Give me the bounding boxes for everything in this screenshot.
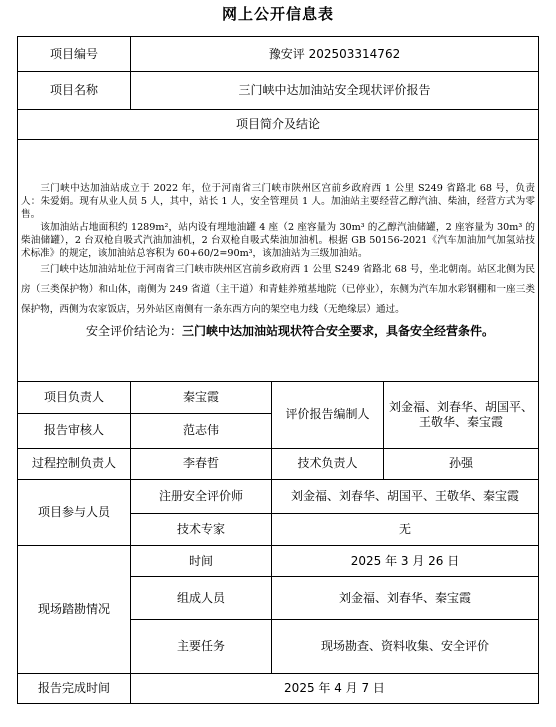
row-summary-heading [18,109,539,139]
conclusion-prefix: 安全评价结论为： [85,324,182,338]
leader-label: 项目负责人 [18,381,131,413]
tech-label: 技术负责人 [272,448,384,479]
leader-value: 秦宝霞 [131,381,272,413]
expert-value: 无 [272,514,539,545]
survey-time-value: 2025 年 3 月 26 日 [272,545,539,576]
summary-paragraph-1: 三门峡中达加油站成立于 2022 年，位于河南省三门峡市陕州区宫前乡政府西 1 公里 S249 省路北 68 号，负责人：朱爱娟。现有从业人员 5 人，其中，站长 1 人，安全管理员 1 人。加油站主要经营乙醇汽油、柴油，经营方式为零售。 [21,183,535,220]
row-leader [18,381,539,413]
project-number-value: 豫安评 202503314762 [131,37,539,72]
row-survey-time [18,545,539,576]
process-value: 李春哲 [131,448,272,479]
row-project-number [18,37,539,72]
summary-paragraph-3: 三门峡中达加油站址位于河南省三门峡市陕州区宫前乡政府西 1 公里 S249 省路北 68 号，坐北朝南。站区北侧为民房（三类保护物）和山体，南侧为 249 省道（主干道）和青蛙养殖基地院（已停业），东侧为汽车加水彩钢棚和一座三类保护物，西侧为农家饭店，另外站区南侧有一条东西方向的架空电力线（无绝缘层）通过。 [21,264,535,315]
editor-value: 刘金福、刘春华、胡国平、王敬华、秦宝霞 [384,381,539,448]
row-project-name [18,72,539,110]
summary-body [18,140,539,381]
project-name-label: 项目名称 [18,72,131,110]
project-number-label: 项目编号 [18,37,131,72]
survey-team-value: 刘金福、刘春华、秦宝霞 [272,577,539,620]
row-summary-body [18,140,539,381]
editor-label: 评价报告编制人 [272,381,384,448]
reviewer-value: 范志伟 [131,414,272,448]
participants-label: 项目参与人员 [18,479,131,545]
registered-label: 注册安全评价师 [131,479,272,513]
summary-heading: 项目简介及结论 [18,109,539,139]
survey-label: 现场踏勘情况 [18,545,131,673]
survey-task-value: 现场勘查、资料收集、安全评价 [272,619,539,673]
survey-team-label: 组成人员 [131,577,272,620]
completion-value: 2025 年 4 月 7 日 [131,673,539,703]
registered-value: 刘金福、刘春华、胡国平、王敬华、秦宝霞 [272,479,539,513]
conclusion-text: 三门峡中达加油站现状符合安全要求，具备安全经营条件。 [182,324,495,338]
summary-paragraph-2: 该加油站占地面积约 1289m²，站内设有埋地油罐 4 座（2 座容量为 30m³ 的乙醇汽油储罐，2 座容量为 30m³ 的柴油储罐），2 台双枪自吸式汽油加油机，2 台双枪自吸式柴油加油机。根据 GB 50156-2021《汽车加油加气加氢站技术标准》的规定，该加油站总容积为 60+60/2=90m³，该加油站为三级加油站。 [21,222,535,259]
project-name-value: 三门峡中达加油站安全现状评价报告 [131,72,539,110]
public-info-table [17,36,539,704]
survey-time-label: 时间 [131,545,272,576]
row-completion [18,673,539,703]
survey-task-label: 主要任务 [131,619,272,673]
reviewer-label: 报告审核人 [18,414,131,448]
completion-label: 报告完成时间 [18,673,131,703]
page-title: 网上公开信息表 [221,5,334,23]
tech-value: 孙强 [384,448,539,479]
row-process-control [18,448,539,479]
process-label: 过程控制负责人 [18,448,131,479]
expert-label: 技术专家 [131,514,272,545]
row-registered-assessors [18,479,539,513]
summary-conclusion [21,323,535,339]
